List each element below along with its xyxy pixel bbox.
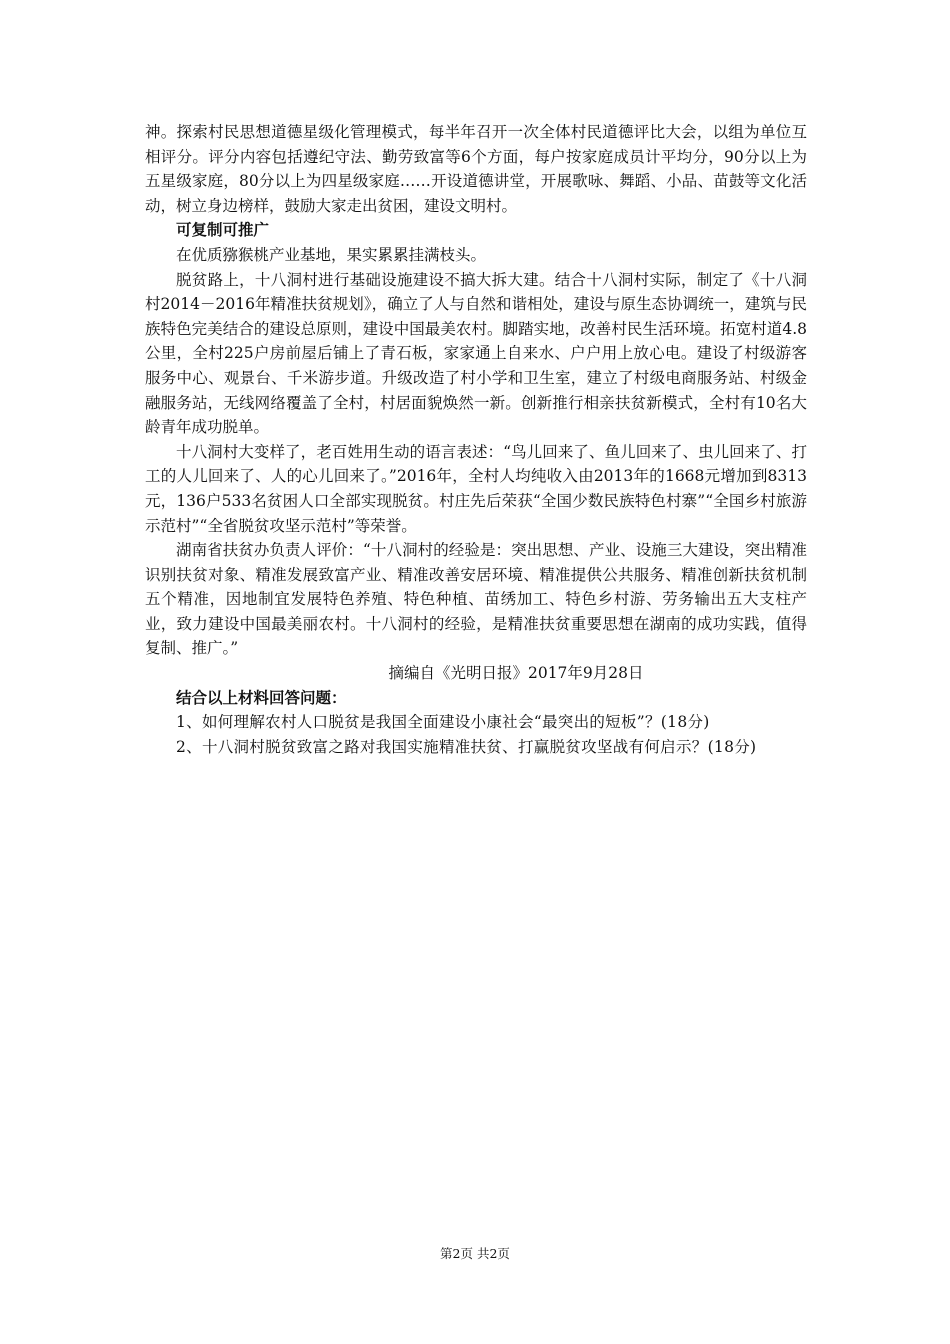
questions-prompt: 结合以上材料回答问题： bbox=[176, 688, 347, 707]
paragraph-infrastructure: 脱贫路上，十八洞村进行基础设施建设不搞大拆大建。结合十八洞村实际，制定了《十八洞村2014－2016年精准扶贫规划》，确立了人与自然和谐相处，建设与原生态协调统一，建筑与民族特色完美结合的建设总原则，建设中国最美农村。脚踏实地，改善村民生活环境。拓宽村道4.8公里，全村225户房前屋后铺上了青石板，家家通上自来水、户户用上放心电。建设了村级游客服务中心、观景台、千米游步道。升级改造了村小学和卫生室，建立了村级电商服务站、村级金融服务站，无线网络覆盖了全村，村居面貌焕然一新。创新推行相亲扶贫新模式，全村有10名大龄青年成功脱单。 bbox=[145, 270, 807, 437]
paragraph-continuation: 神。探索村民思想道德星级化管理模式，每半年召开一次全体村民道德评比大会，以组为单位互相评分。评分内容包括遵纪守法、勤劳致富等6个方面，每户按家庭成员计平均分，90分以上为五星级家庭，80分以上为四星级家庭……开设道德讲堂，开展歌咏、舞蹈、小品、苗鼓等文化活动，树立身边榜样，鼓励大家走出贫困，建设文明村。 bbox=[145, 123, 807, 215]
page-footer: 第2页 共2页 bbox=[440, 1246, 510, 1261]
paragraph-evaluation: 湖南省扶贫办负责人评价：“十八洞村的经验是：突出思想、产业、设施三大建设，突出精准识别扶贫对象、精准发展致富产业、精准改善安居环境、精准提供公共服务、精准创新扶贫机制五个精准，因地制宜发展特色养殖、特色种植、苗绣加工、特色乡村游、劳务输出五大支柱产业，致力建设中国最美丽农村。十八洞村的经验，是精准扶贫重要思想在湖南的成功实践，值得复制、推广。” bbox=[145, 541, 807, 658]
question-item: 2、十八洞村脱贫致富之路对我国实施精准扶贫、打赢脱贫攻坚战有何启示？(18分) bbox=[176, 737, 757, 756]
subheading-caption: 在优质猕猴桃产业基地，果实累累挂满枝头。 bbox=[176, 245, 487, 264]
paragraph-changes: 十八洞村大变样了，老百姓用生动的语言表述：“鸟儿回来了、鱼儿回来了、虫儿回来了、打工的人儿回来了、人的心儿回来了。”2016年，全村人均纯收入由2013年的1668元增加到8313元，136户533名贫困人口全部实现脱贫。村庄先后荣获“全国少数民族特色村寨”“全国乡村旅游示范村”“全省脱贫攻坚示范村”等荣誉。 bbox=[145, 442, 807, 535]
section-heading: 可复制可推广 bbox=[176, 221, 270, 240]
question-item: 1、如何理解农村人口脱贫是我国全面建设小康社会“最突出的短板”？(18分) bbox=[176, 713, 710, 732]
source-citation: 摘编自《光明日报》2017年9月28日 bbox=[388, 664, 644, 683]
article-body bbox=[145, 120, 807, 759]
